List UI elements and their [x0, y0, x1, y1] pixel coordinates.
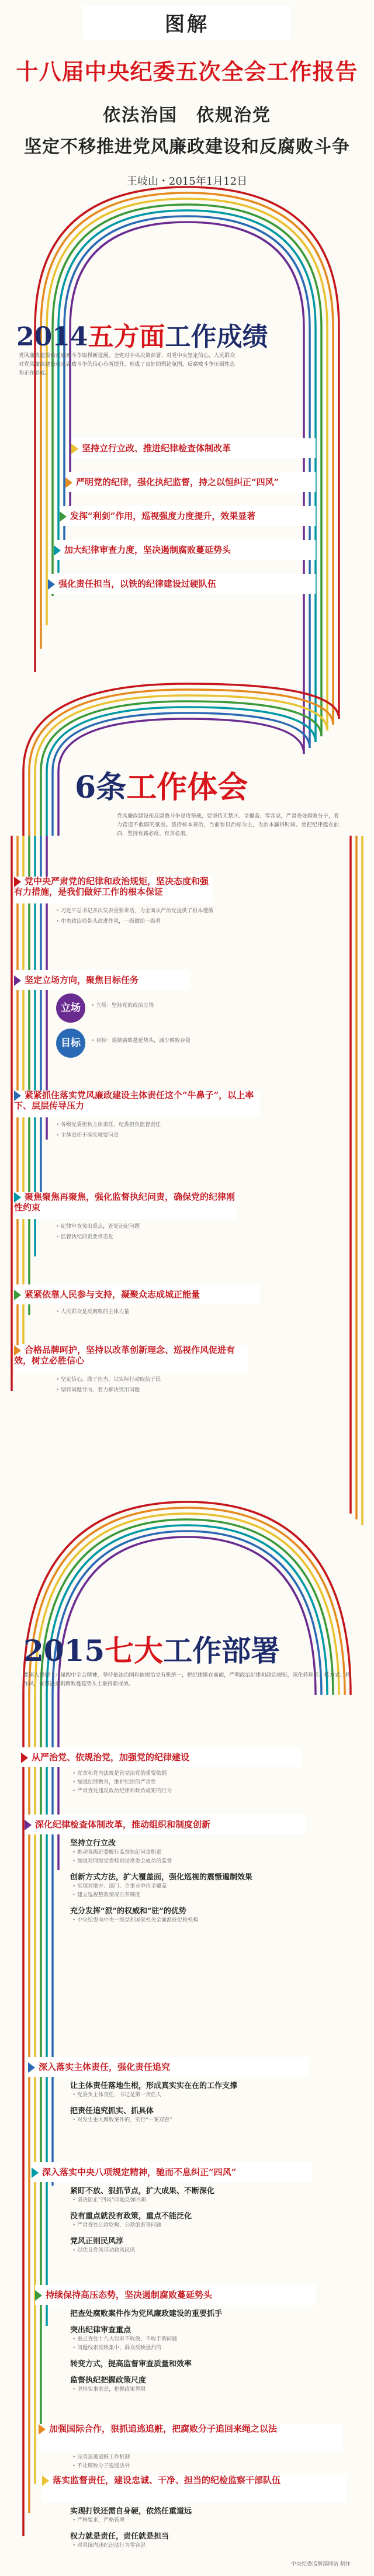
- plan-item-1-text: 从严治党、依规治党，加强党的纪律建设: [32, 1752, 190, 1763]
- plan-bullet: [72, 2453, 341, 2462]
- plan-item-4: [32, 2162, 312, 2182]
- lesson-bullet-text: • 坚持问题导向，着力解决突出问题: [56, 1387, 140, 1393]
- arrow-icon: [14, 877, 21, 887]
- plan-bullet-text: • 严肃查处违反政治纪律和政治规矩的行为: [72, 1788, 172, 1794]
- section-2014-title-blue: 工作成绩: [165, 322, 268, 352]
- plan-bullet-text: • 严格要求，严格管理: [72, 2518, 124, 2523]
- lesson-item-1: [14, 877, 213, 903]
- arrow-icon: [28, 2062, 35, 2073]
- lesson-item-5-text: 紧紧依靠人民参与支持，凝聚众志成城正能量: [25, 1289, 200, 1300]
- plan-item-5: [35, 2285, 316, 2305]
- plan-bullet: [72, 1882, 341, 1891]
- plan-bullet: [72, 2542, 341, 2550]
- plan-bullet: [72, 1778, 341, 1787]
- arrow-icon: [54, 545, 61, 556]
- plan-item-4-text: 深入落实中央八项规定精神，驰而不息纠正“四风”: [42, 2167, 237, 2177]
- achievement-item-5: [48, 574, 316, 594]
- footer-credit: 中央纪委监察部网站 制作: [291, 2561, 351, 2567]
- plan-item-2: [25, 1815, 305, 1834]
- arrow-icon: [14, 1345, 21, 1356]
- plan-bullet-text: • 坚决防止“四风”问题反弹回潮: [72, 2197, 146, 2203]
- lesson-bullet-text: • 立场：坚持党的政治立场: [91, 1003, 154, 1009]
- plan-bullet-text: • 加强对同级党委特别是常委会成员的监督: [72, 1858, 172, 1864]
- section-2014-intro: 党风廉政建设和反腐败斗争取得新进展。全党对中央决策部署、对党中央坚定信心，人民群众对党风廉政建设和反腐败斗争的信心有所提升，形成了良好的舆论氛围，反腐败斗争压倒性态势正在形成。: [19, 353, 235, 376]
- lesson-item-6: [14, 1345, 248, 1372]
- achievement-item-4-text: 加大纪律审查力度，坚决遏制腐败蔓延势头: [64, 545, 231, 555]
- plan-bullet: [72, 2196, 341, 2205]
- plan-bullet-text: • 中央纪委向中央一级党和国家机关全面派驻纪检机构: [72, 1917, 198, 1923]
- plan-bullet: [72, 2335, 341, 2344]
- arrow-icon: [21, 1753, 28, 1763]
- section-6-title: [75, 763, 248, 806]
- lesson-bullet-text: • 主体责任不落实就要问责: [56, 1133, 119, 1138]
- plan-bullet-text: • 实现对地方、部门、企事业单位全覆盖: [72, 1883, 167, 1889]
- plan-bullet: [72, 2462, 341, 2471]
- arrow-icon: [14, 1290, 21, 1300]
- plan-subheading: 监督执纪把握政策尺度: [70, 2376, 147, 2385]
- lesson-bullet-text: • 目标：遏制腐败蔓延势头，减少腐败存量: [91, 1038, 191, 1044]
- plan-item-7: [42, 2475, 346, 2502]
- lesson-bullet: [56, 1223, 302, 1231]
- section-2015-title-num: 2015: [23, 1633, 105, 1668]
- plan-bullet-text: • 建立巡视整改情况公开制度: [72, 1892, 140, 1898]
- lesson-bullet: [56, 1376, 302, 1384]
- achievement-item-2: [65, 472, 316, 492]
- lesson-bullet-text: • 纪律审查突出重点，查处违纪问题: [56, 1224, 140, 1230]
- plan-subheading: 创新方式方法，扩大覆盖面，强化巡视的震慑遏制效果: [70, 1873, 253, 1882]
- plan-item-5-text: 持续保持高压态势，坚决遏制腐败蔓延势头: [46, 2290, 213, 2300]
- arrow-icon: [65, 477, 72, 488]
- plan-item-2-text: 深化纪律检查体制改革，推动组织和制度创新: [35, 1819, 211, 1830]
- section-6-intro: 党风廉政建设和反腐败斗争是攻坚战，要坚持无禁区、全覆盖、零容忍，严肃查处腐败分子，着力营造不敢腐的氛围。坚持标本兼治，当前要以治标为主，为治本赢得时间。要把纪律挺在前面，坚持有腐必反、有贪必肃。: [117, 813, 339, 837]
- plan-bullet: [72, 1916, 341, 1925]
- page-subtitle-2: 坚定不移推进党风廉政建设和反腐败斗争: [24, 137, 350, 157]
- plan-subheading: 充分发挥“派”的权威和“驻”的优势: [70, 1907, 186, 1916]
- achievement-item-4: [54, 540, 316, 560]
- lesson-bullet: [56, 1131, 302, 1140]
- arrow-icon: [32, 2168, 39, 2178]
- arrow-icon: [14, 1090, 21, 1101]
- plan-subheading: 把查处腐败案件作为党风廉政建设的重要抓手: [70, 2310, 223, 2318]
- lesson-item-2-text: 坚定立场方向，聚焦目标任务: [25, 975, 139, 985]
- plan-bullet-text: • 重点查处十八大以来不收敛、不收手的问题: [72, 2336, 177, 2342]
- lesson-bullet: [91, 1037, 337, 1045]
- header-kicker: 图解: [165, 13, 209, 36]
- section-2015-intro: 要深入贯彻十八届四中全会精神，坚持依法治国和依规治党有机统一，把纪律挺在前面，严明政治纪律和政治规矩，深化转职能、转方式、转作风，在坚决遏制腐败蔓延势头上取得新成效。: [23, 1673, 351, 1687]
- plan-bullet-text: • 以优良党风带动政风民风: [72, 2248, 135, 2253]
- author-date: 王岐山・2015年1月12日: [126, 175, 248, 188]
- achievement-item-5-text: 强化责任担当，以铁的纪律建设过硬队伍: [58, 579, 217, 589]
- arrow-icon: [71, 444, 78, 454]
- arrow-icon: [39, 2424, 46, 2435]
- arrow-icon: [14, 1192, 21, 1203]
- plan-bullet: [72, 1770, 341, 1778]
- section-2014-title-num: 2014: [16, 322, 88, 352]
- plan-item-3-text: 深入落实主体责任，强化责任追究: [39, 2062, 171, 2072]
- section-6-title-red: 工作体会: [126, 770, 248, 805]
- lesson-bullet: [56, 1308, 302, 1317]
- plan-item-1: [21, 1747, 302, 1767]
- section-2014-title-red: 五方面: [88, 322, 165, 352]
- plan-bullet-text: • 不让腐败分子逍遥法外: [72, 2463, 130, 2469]
- lesson-item-5: [14, 1284, 259, 1304]
- page-subtitle-1: 依法治国 依规治党: [103, 105, 271, 126]
- lesson-circle-2: 目标: [56, 1029, 85, 1058]
- plan-subheading: 转变方式，提高监督审查质量和效率: [70, 2360, 192, 2369]
- plan-bullet-text: • 坚持实事求是，把握政策界限: [72, 2387, 146, 2393]
- lesson-bullet: [56, 1121, 302, 1130]
- plan-subheading: 把责任追究抓实、抓具体: [70, 2107, 154, 2115]
- plan-subheading: 党风正则民风淳: [70, 2237, 124, 2246]
- plan-item-6: [39, 2424, 342, 2451]
- plan-subheading: 紧盯不放、狠抓节点，扩大成果、不断深化: [70, 2187, 215, 2196]
- plan-bullet: [72, 1848, 341, 1857]
- arrow-icon: [60, 511, 67, 522]
- plan-bullet-text: • 加强纪律教育，维护纪律的严肃性: [72, 1779, 156, 1785]
- lesson-item-3-text: 紧紧抓住落实党风廉政建设主体责任这个“牛鼻子”，以上率下、层层传导压力: [14, 1090, 254, 1111]
- lesson-item-4-text: 聚焦聚焦再聚焦，强化监督执纪问责，确保党的纪律刚性约束: [14, 1192, 236, 1213]
- section-2015-title-red: 七大: [105, 1633, 164, 1668]
- achievement-item-1: [71, 438, 316, 458]
- plan-bullet: [72, 2091, 341, 2100]
- lesson-bullet: [56, 907, 302, 916]
- plan-subheading: 实现打铁还需自身硬，依然任重道远: [70, 2507, 192, 2516]
- section-2015-title-blue: 工作部署: [163, 1633, 280, 1668]
- section-2014-title: [16, 316, 268, 353]
- arrow-icon: [42, 2475, 49, 2486]
- plan-bullet-text: • 党章和党内法规是管党治党的重要依据: [72, 1771, 167, 1777]
- achievement-item-1-text: 坚持立行立改、推进纪律检查体制改革: [82, 443, 231, 453]
- lesson-item-4: [14, 1192, 236, 1219]
- lesson-item-6-text: 合格品牌呵护，坚持以改革创新理念、巡视作风促进有效，树立必胜信心: [14, 1345, 236, 1366]
- section-6-title-num: 6条: [75, 770, 127, 805]
- achievement-item-3: [60, 506, 316, 526]
- plan-subheading: 让主体责任落地生根，形成真实实在在的工作支撑: [70, 2082, 238, 2090]
- lesson-bullet: [56, 1386, 302, 1395]
- plan-item-7-text: 落实监督责任，建设忠诚、干净、担当的纪检监察干部队伍: [53, 2475, 281, 2485]
- lesson-bullet: [56, 917, 302, 926]
- plan-bullet: [72, 2116, 341, 2125]
- plan-subheading: 权力就是责任，责任就是担当: [70, 2532, 169, 2541]
- lesson-bullet-text: • 人民群众是反腐败的主体力量: [56, 1309, 129, 1315]
- plan-bullet-text: • 完善追逃追赃工作机制: [72, 2454, 130, 2460]
- plan-subheading: 坚持立行立改: [70, 1839, 116, 1848]
- plan-bullet: [72, 1891, 341, 1900]
- plan-bullet-text: • 问题线索反映集中、群众反映强烈的: [72, 2345, 161, 2351]
- lesson-bullet-text: • 坚定信心，敢于担当，以实际行动取信于民: [56, 1377, 161, 1383]
- achievement-item-2-text: 严明党的纪律，强化执纪监督，持之以恒纠正“四风”: [76, 477, 279, 487]
- lesson-item-1-text: 党中央严肃党的纪律和政治规矩，坚决态度和强有力措施，是我们做好工作的根本保证: [14, 876, 209, 897]
- lesson-item-3: [14, 1090, 259, 1117]
- plan-bullet: [72, 2344, 341, 2353]
- arrow-icon: [48, 579, 55, 590]
- plan-bullet: [72, 1857, 341, 1866]
- arrow-icon: [25, 1820, 32, 1830]
- lesson-bullet: [91, 1002, 337, 1010]
- plan-bullet-text: • 严肃查处公款吃喝、公款旅游等问题: [72, 2222, 161, 2228]
- plan-bullet: [72, 2385, 341, 2394]
- plan-bullet: [72, 1787, 341, 1796]
- arrow-icon: [14, 975, 21, 986]
- section-2015-title: [23, 1628, 280, 1670]
- lesson-bullet-text: • 习近平总书记多次发表重要讲话，为全面从严治党提供了根本遵循: [56, 908, 213, 914]
- plan-bullet: [72, 2516, 341, 2525]
- plan-bullet-text: • 对系统内违纪违法行为零容忍: [72, 2543, 146, 2549]
- lesson-bullet-text: • 各级党委担负主体责任，纪委担负监督责任: [56, 1122, 161, 1128]
- plan-bullet: [72, 2246, 341, 2255]
- plan-bullet-text: • 推动各级纪委履行监督执纪问责职责: [72, 1850, 161, 1855]
- plan-bullet: [72, 2221, 341, 2230]
- page-title: 十八届中央纪委五次全会工作报告: [16, 58, 358, 85]
- lesson-bullet-text: • 中央政治局带头改进作风，一级做给一级看: [56, 919, 161, 925]
- lesson-item-2: [14, 970, 189, 990]
- plan-bullet-text: • 对发生重大腐败案件的，实行“一案双查”: [72, 2117, 172, 2123]
- plan-item-6-text: 加强国际合作，狠抓追逃追赃，把腐败分子追回来绳之以法: [49, 2423, 278, 2434]
- achievement-item-3-text: 发挥“利剑”作用，巡视强度力度提升，效果显著: [70, 511, 256, 521]
- plan-subheading: 没有重点就没有政策，重点不能泛化: [70, 2212, 192, 2221]
- plan-item-3: [28, 2057, 309, 2077]
- lesson-bullet-text: • 监督执纪问责要常态化: [56, 1234, 113, 1240]
- lesson-bullet: [56, 1233, 302, 1242]
- plan-bullet-text: • 党委负主体责任，书记是第一责任人: [72, 2092, 161, 2098]
- lesson-circle-1: 立场: [56, 993, 85, 1023]
- arrow-icon: [35, 2290, 42, 2301]
- plan-subheading: 突出纪律审查重点: [70, 2326, 131, 2335]
